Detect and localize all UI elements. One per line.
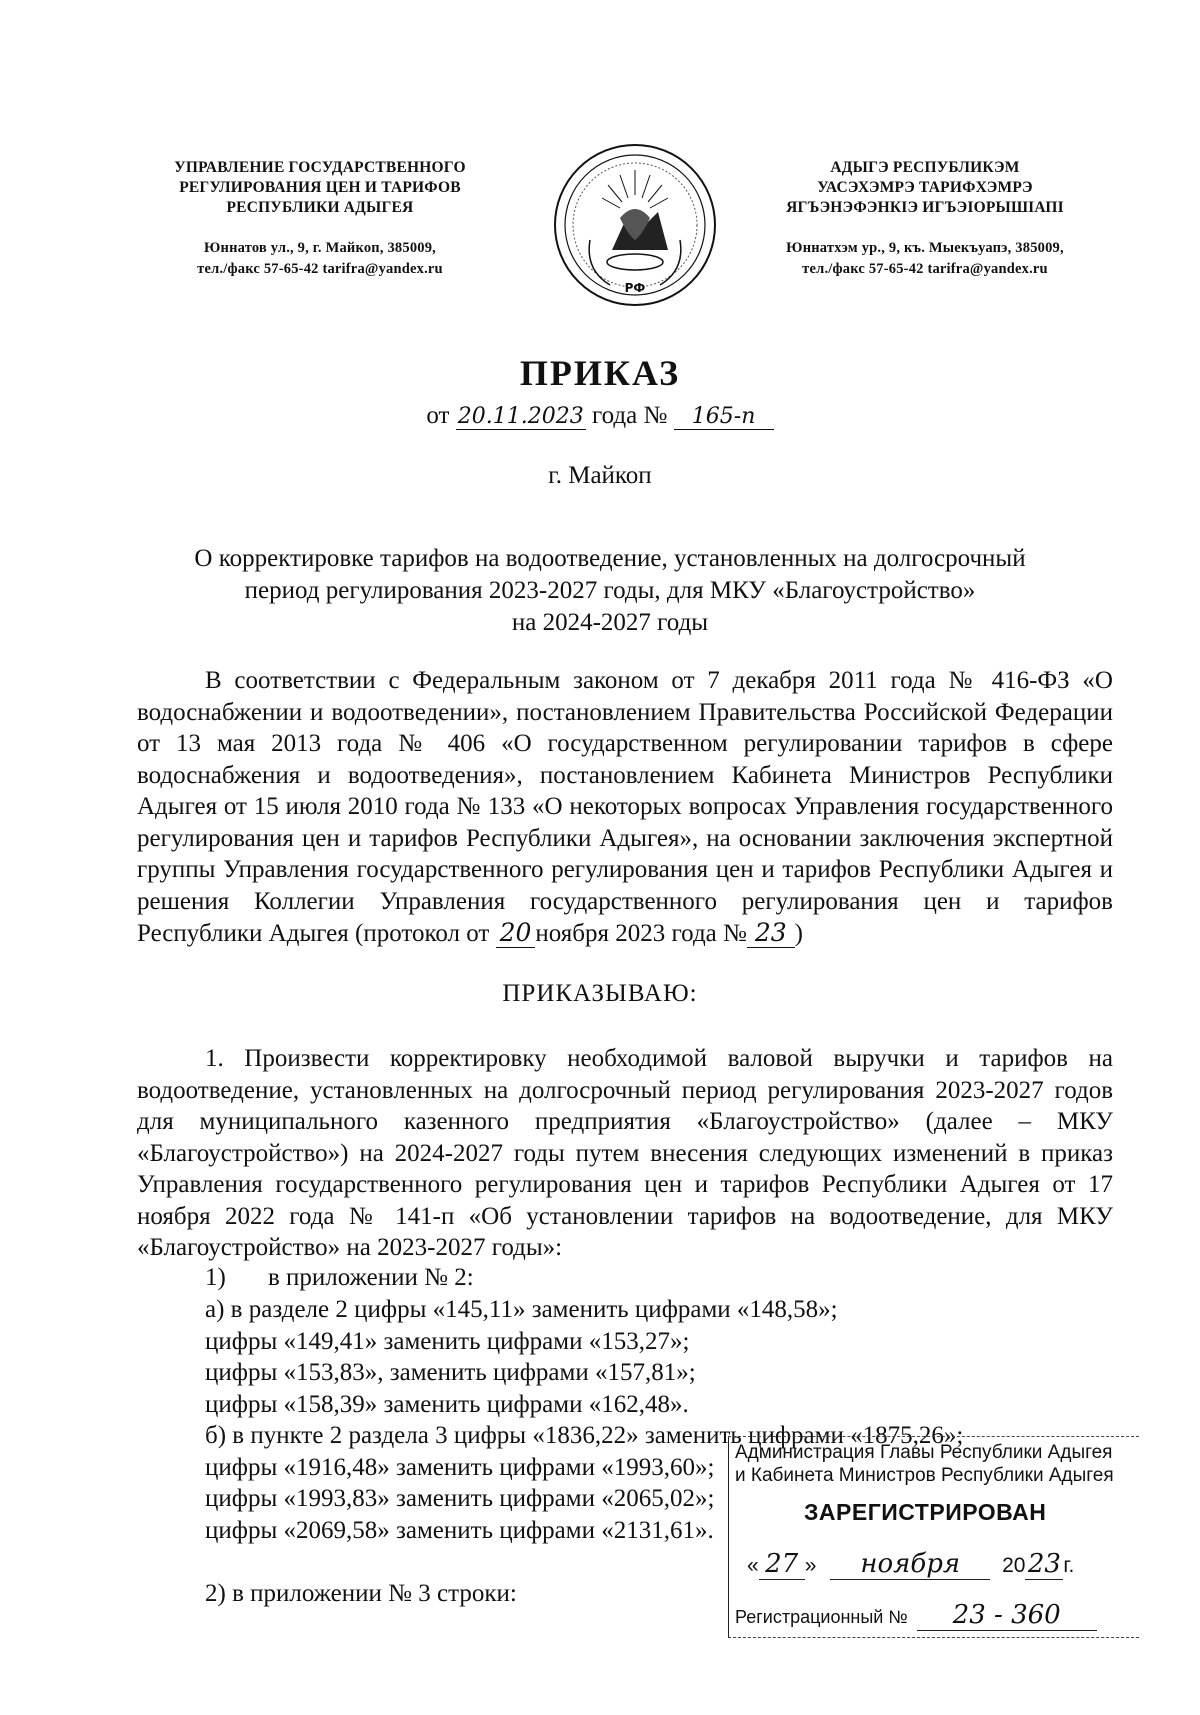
stamp-org-line1: Администрация Главы Республики Адыгея [735, 1442, 1113, 1463]
protocol-end: ) [794, 920, 803, 947]
header-left-contacts: тел./факс 57-65-42 tarifra@yandex.ru [197, 261, 443, 277]
stamp-reg-label: Регистрационный № [735, 1607, 908, 1627]
header-right-line3: ЯГЪЭНЭФЭНКIЭ ИГЪЭIОРЫШIАПI [786, 199, 1064, 216]
subject-line3: на 2024-2027 годы [511, 609, 709, 636]
stamp-date [747, 1549, 1074, 1580]
order-middle: года № [592, 402, 668, 429]
city: г. Майкоп [548, 462, 652, 489]
protocol-day: 20 [496, 918, 536, 948]
change-line: а) в разделе 2 цифры «145,11» заменить цифрами «148,58»; [205, 1296, 838, 1323]
subitem-2: 2) в приложении № 3 строки: [205, 1580, 517, 1607]
stamp-status: ЗАРЕГИСТРИРОВАН [804, 1499, 1047, 1525]
change-line: цифры «2069,58» заменить цифрами «2131,61». [205, 1517, 714, 1544]
protocol-mid: ноября 2023 года № [535, 920, 747, 947]
header-left-line3: РЕСПУБЛИКИ АДЫГЕЯ [226, 199, 414, 216]
header-right-contacts: тел./факс 57-65-42 tarifra@yandex.ru [802, 261, 1048, 277]
change-line: цифры «153,83», заменить цифрами «157,81»; [205, 1359, 696, 1386]
subitem-1-text: в приложении № 2: [268, 1264, 474, 1291]
preamble [137, 665, 1113, 950]
header-left-line2: РЕГУЛИРОВАНИЯ ЦЕН И ТАРИФОВ [179, 179, 461, 196]
preamble-text: В соответствии с Федеральным законом от 7 декабря 2011 года № 416-ФЗ «О водоснабжении и водоотведении», постановлением Правительства Российской Федерации от 13 мая 2013 года № 406 «О государственном регулировании тарифов в сфере водоснабжения и водоотведения», постановлением Кабинета Министров Республики Адыгея от 15 июля 2010 года № 133 «О некоторых вопросах Управления государственного регулирования цен и тарифов Республики Адыгея», на основании заключения экспертной группы Управления государственного регулирования цен и тарифов Республики Адыгея и решения Коллегии Управления государственного регулирования цен и тарифов Республики Адыгея (протокол от [137, 667, 1113, 947]
stamp-day: 27 [759, 1549, 805, 1580]
subject [140, 543, 1080, 639]
change-line: цифры «158,39» заменить цифрами «162,48». [205, 1391, 689, 1418]
registration-stamp [728, 1436, 1139, 1638]
stamp-org-line2: и Кабинета Министров Республики Адыгея [735, 1465, 1114, 1486]
change-line: цифры «149,41» заменить цифрами «153,27»; [205, 1328, 690, 1355]
header-right [735, 158, 1115, 280]
stamp-registration [735, 1600, 1097, 1631]
subject-line2: период регулирования 2023-2027 годы, для МКУ «Благоустройство» [244, 577, 976, 604]
protocol-number: 23 [747, 918, 795, 948]
coat-of-arms-icon [550, 140, 720, 310]
stamp-year-end: г. [1063, 1554, 1075, 1577]
order-date: 20.11.2023 [456, 404, 586, 430]
header-right-line2: УАСЭХЭМРЭ ТАРИФХЭМРЭ [817, 179, 1033, 196]
stamp-close-quote: » [804, 1554, 817, 1577]
item-1-text: 1. Произвести корректировку необходимой валовой выручки и тарифов на водоотведение, установленных на долгосрочный период регулирования 2023-2027 годов для муниципального казенного предприятия «Благоустройство» (далее – МКУ «Благоустройство») на 2024-2027 годы путем внесения следующих изменений в приказ Управления государственного регулирования цен и тарифов Республики Адыгея от 17 ноября 2022 года № 141-п «Об установлении тарифов на водоотведение, для МКУ «Благоустройство» на 2023-2027 годы»: [137, 1045, 1113, 1261]
order-number: 165-п [674, 404, 774, 430]
header-right-address: Юннатхэм ур., 9, къ. Мыекъуапэ, 385009, [786, 240, 1064, 256]
prikazyvayu-heading: ПРИКАЗЫВАЮ: [502, 980, 698, 1007]
order-line [0, 402, 1200, 430]
subject-line1: О корректировке тарифов на водоотведение, установленных на долгосрочный [194, 545, 1026, 572]
stamp-month: ноября [830, 1549, 990, 1580]
header-right-line1: АДЫГЭ РЕСПУБЛИКЭМ [830, 159, 1020, 176]
stamp-year-suffix: 23 [1025, 1549, 1063, 1580]
header-left-line1: УПРАВЛЕНИЕ ГОСУДАРСТВЕННОГО [174, 159, 466, 176]
header-left-address: Юннатов ул., 9, г. Майкоп, 385009, [203, 240, 437, 256]
subitem-1-number: 1) [205, 1264, 226, 1291]
header-left [140, 158, 500, 280]
change-line: цифры «1993,83» заменить цифрами «2065,02»; [205, 1485, 715, 1512]
stamp-year-prefix: 20 [1002, 1554, 1026, 1577]
change-line: цифры «1916,48» заменить цифрами «1993,60»; [205, 1454, 715, 1481]
change-line: б) в пункте 2 раздела 3 цифры «1836,22» заменить цифрами «1875,26»; [205, 1422, 964, 1449]
emblem-text: РФ [624, 281, 646, 295]
stamp-open-quote: « [747, 1554, 759, 1577]
document-title: ПРИКАЗ [519, 353, 681, 393]
stamp-org [735, 1441, 1114, 1487]
item-1 [137, 1043, 1113, 1264]
order-prefix: от [426, 402, 450, 429]
stamp-reg-number: 23 - 360 [917, 1600, 1097, 1631]
